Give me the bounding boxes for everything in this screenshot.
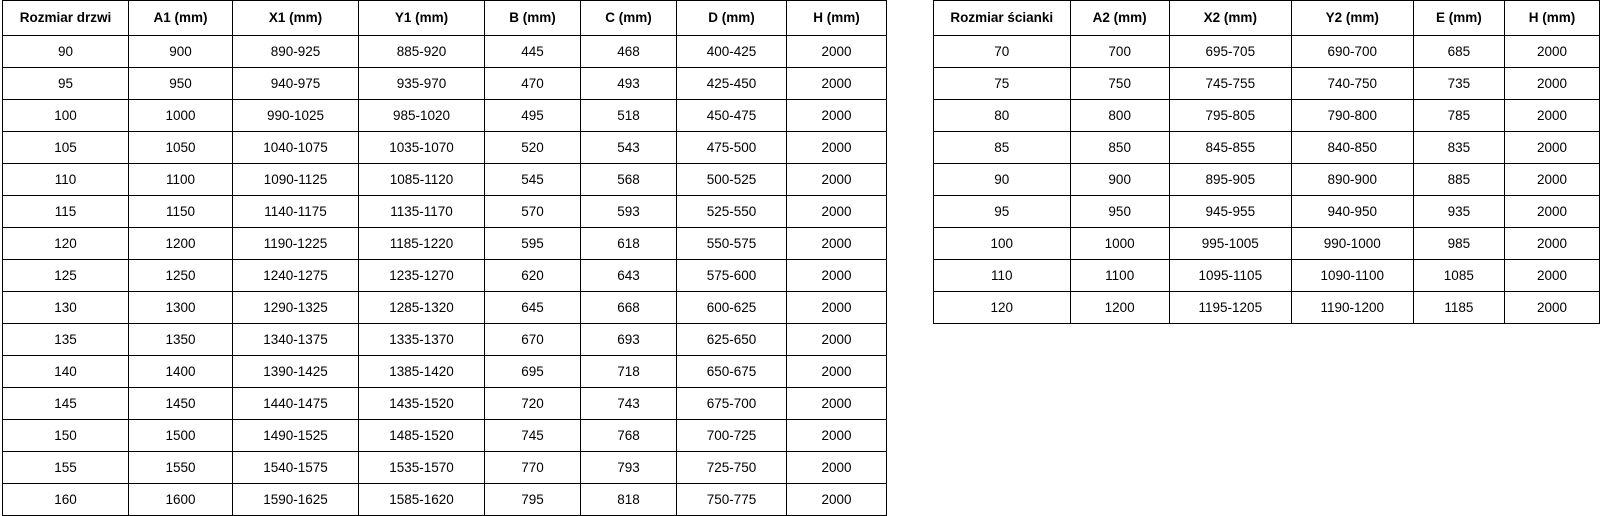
- doors-cell: 1500: [129, 420, 233, 452]
- doors-cell: 595: [485, 228, 581, 260]
- walls-cell: 1100: [1070, 260, 1169, 292]
- doors-column-header: A1 (mm): [129, 1, 233, 36]
- doors-table-head: [3, 1, 887, 36]
- doors-cell: 718: [581, 356, 677, 388]
- table-row: [3, 164, 887, 196]
- doors-cell: 600-625: [677, 292, 787, 324]
- walls-cell: 985: [1413, 228, 1504, 260]
- table-row: [3, 100, 887, 132]
- doors-cell: 1135-1170: [359, 196, 485, 228]
- doors-cell: 1250: [129, 260, 233, 292]
- doors-cell: 2000: [787, 292, 887, 324]
- walls-cell: 2000: [1504, 292, 1599, 324]
- doors-cell: 725-750: [677, 452, 787, 484]
- walls-column-header: A2 (mm): [1070, 1, 1169, 36]
- table-row: [3, 260, 887, 292]
- doors-cell: 1035-1070: [359, 132, 485, 164]
- walls-cell: 700: [1070, 36, 1169, 68]
- doors-cell: 115: [3, 196, 129, 228]
- doors-column-header: D (mm): [677, 1, 787, 36]
- walls-cell: 1190-1200: [1291, 292, 1413, 324]
- doors-cell: 1235-1270: [359, 260, 485, 292]
- doors-cell: 1240-1275: [233, 260, 359, 292]
- walls-cell: 900: [1070, 164, 1169, 196]
- walls-cell: 935: [1413, 196, 1504, 228]
- walls-cell: 2000: [1504, 260, 1599, 292]
- doors-cell: 2000: [787, 164, 887, 196]
- walls-table-head: [934, 1, 1600, 36]
- doors-cell: 2000: [787, 452, 887, 484]
- doors-cell: 543: [581, 132, 677, 164]
- walls-cell: 2000: [1504, 36, 1599, 68]
- walls-cell: 795-805: [1169, 100, 1291, 132]
- doors-cell: 160: [3, 484, 129, 516]
- doors-cell: 1550: [129, 452, 233, 484]
- walls-cell: 895-905: [1169, 164, 1291, 196]
- doors-cell: 518: [581, 100, 677, 132]
- doors-cell: 2000: [787, 260, 887, 292]
- doors-cell: 2000: [787, 324, 887, 356]
- doors-cell: 793: [581, 452, 677, 484]
- walls-cell: 85: [934, 132, 1071, 164]
- doors-cell: 2000: [787, 228, 887, 260]
- doors-cell: 1040-1075: [233, 132, 359, 164]
- walls-cell: 1200: [1070, 292, 1169, 324]
- doors-cell: 885-920: [359, 36, 485, 68]
- doors-cell: 1490-1525: [233, 420, 359, 452]
- walls-cell: 735: [1413, 68, 1504, 100]
- walls-cell: 845-855: [1169, 132, 1291, 164]
- walls-cell: 95: [934, 196, 1071, 228]
- walls-cell: 940-950: [1291, 196, 1413, 228]
- doors-cell: 468: [581, 36, 677, 68]
- doors-cell: 743: [581, 388, 677, 420]
- doors-cell: 1090-1125: [233, 164, 359, 196]
- doors-cell: 2000: [787, 132, 887, 164]
- doors-cell: 618: [581, 228, 677, 260]
- walls-cell: 80: [934, 100, 1071, 132]
- doors-cell: 135: [3, 324, 129, 356]
- table-row: [934, 100, 1600, 132]
- doors-cell: 150: [3, 420, 129, 452]
- doors-cell: 745: [485, 420, 581, 452]
- walls-cell: 800: [1070, 100, 1169, 132]
- doors-cell: 645: [485, 292, 581, 324]
- doors-cell: 450-475: [677, 100, 787, 132]
- table-row: [934, 260, 1600, 292]
- walls-column-header: Rozmiar ścianki: [934, 1, 1071, 36]
- table-row: [934, 196, 1600, 228]
- walls-cell: 1185: [1413, 292, 1504, 324]
- walls-column-header: Y2 (mm): [1291, 1, 1413, 36]
- table-row: [934, 36, 1600, 68]
- doors-column-header: Y1 (mm): [359, 1, 485, 36]
- doors-cell: 2000: [787, 100, 887, 132]
- walls-cell: 120: [934, 292, 1071, 324]
- table-row: [3, 324, 887, 356]
- doors-cell: 625-650: [677, 324, 787, 356]
- doors-cell: 675-700: [677, 388, 787, 420]
- doors-cell: 500-525: [677, 164, 787, 196]
- doors-cell: 643: [581, 260, 677, 292]
- doors-cell: 2000: [787, 420, 887, 452]
- doors-cell: 890-925: [233, 36, 359, 68]
- doors-cell: 935-970: [359, 68, 485, 100]
- table-row: [3, 292, 887, 324]
- walls-table-container: [933, 0, 1600, 324]
- doors-cell: 1085-1120: [359, 164, 485, 196]
- doors-cell: 105: [3, 132, 129, 164]
- doors-cell: 568: [581, 164, 677, 196]
- doors-cell: 693: [581, 324, 677, 356]
- walls-cell: 2000: [1504, 100, 1599, 132]
- doors-cell: 120: [3, 228, 129, 260]
- walls-cell: 785: [1413, 100, 1504, 132]
- doors-cell: 1150: [129, 196, 233, 228]
- doors-cell: 750-775: [677, 484, 787, 516]
- doors-cell: 1050: [129, 132, 233, 164]
- walls-cell: 90: [934, 164, 1071, 196]
- walls-cell: 685: [1413, 36, 1504, 68]
- doors-cell: 650-675: [677, 356, 787, 388]
- table-header-row: [3, 1, 887, 36]
- doors-cell: 1100: [129, 164, 233, 196]
- doors-cell: 768: [581, 420, 677, 452]
- table-row: [3, 36, 887, 68]
- walls-cell: 2000: [1504, 228, 1599, 260]
- table-row: [934, 228, 1600, 260]
- table-row: [3, 228, 887, 260]
- walls-cell: 1000: [1070, 228, 1169, 260]
- walls-cell: 890-900: [1291, 164, 1413, 196]
- walls-dimensions-table: [933, 0, 1600, 324]
- table-row: [934, 164, 1600, 196]
- doors-cell: 985-1020: [359, 100, 485, 132]
- table-row: [3, 452, 887, 484]
- doors-column-header: Rozmiar drzwi: [3, 1, 129, 36]
- doors-cell: 1590-1625: [233, 484, 359, 516]
- walls-cell: 100: [934, 228, 1071, 260]
- walls-cell: 740-750: [1291, 68, 1413, 100]
- doors-cell: 770: [485, 452, 581, 484]
- doors-cell: 1300: [129, 292, 233, 324]
- doors-column-header: B (mm): [485, 1, 581, 36]
- walls-cell: 850: [1070, 132, 1169, 164]
- doors-cell: 90: [3, 36, 129, 68]
- walls-cell: 2000: [1504, 68, 1599, 100]
- doors-cell: 145: [3, 388, 129, 420]
- doors-cell: 1435-1520: [359, 388, 485, 420]
- doors-cell: 1200: [129, 228, 233, 260]
- doors-cell: 1485-1520: [359, 420, 485, 452]
- walls-cell: 840-850: [1291, 132, 1413, 164]
- doors-cell: 2000: [787, 68, 887, 100]
- doors-cell: 495: [485, 100, 581, 132]
- walls-cell: 950: [1070, 196, 1169, 228]
- table-row: [934, 68, 1600, 100]
- doors-cell: 550-575: [677, 228, 787, 260]
- walls-cell: 1085: [1413, 260, 1504, 292]
- doors-cell: 620: [485, 260, 581, 292]
- walls-cell: 2000: [1504, 164, 1599, 196]
- walls-cell: 945-955: [1169, 196, 1291, 228]
- doors-cell: 593: [581, 196, 677, 228]
- doors-cell: 125: [3, 260, 129, 292]
- doors-cell: 493: [581, 68, 677, 100]
- doors-column-header: H (mm): [787, 1, 887, 36]
- doors-cell: 1290-1325: [233, 292, 359, 324]
- doors-cell: 950: [129, 68, 233, 100]
- doors-cell: 1340-1375: [233, 324, 359, 356]
- table-row: [3, 484, 887, 516]
- walls-cell: 885: [1413, 164, 1504, 196]
- walls-column-header: E (mm): [1413, 1, 1504, 36]
- doors-cell: 1190-1225: [233, 228, 359, 260]
- table-row: [934, 132, 1600, 164]
- walls-cell: 1195-1205: [1169, 292, 1291, 324]
- walls-column-header: H (mm): [1504, 1, 1599, 36]
- doors-cell: 400-425: [677, 36, 787, 68]
- doors-cell: 1285-1320: [359, 292, 485, 324]
- doors-cell: 900: [129, 36, 233, 68]
- doors-cell: 445: [485, 36, 581, 68]
- doors-cell: 1535-1570: [359, 452, 485, 484]
- table-row: [3, 356, 887, 388]
- doors-cell: 1540-1575: [233, 452, 359, 484]
- doors-cell: 2000: [787, 388, 887, 420]
- doors-cell: 1140-1175: [233, 196, 359, 228]
- doors-cell: 1440-1475: [233, 388, 359, 420]
- doors-cell: 990-1025: [233, 100, 359, 132]
- doors-cell: 575-600: [677, 260, 787, 292]
- doors-cell: 795: [485, 484, 581, 516]
- doors-cell: 1400: [129, 356, 233, 388]
- doors-cell: 700-725: [677, 420, 787, 452]
- doors-column-header: C (mm): [581, 1, 677, 36]
- walls-cell: 695-705: [1169, 36, 1291, 68]
- doors-cell: 95: [3, 68, 129, 100]
- doors-cell: 475-500: [677, 132, 787, 164]
- walls-cell: 75: [934, 68, 1071, 100]
- walls-cell: 70: [934, 36, 1071, 68]
- doors-cell: 670: [485, 324, 581, 356]
- doors-cell: 470: [485, 68, 581, 100]
- walls-cell: 745-755: [1169, 68, 1291, 100]
- doors-cell: 130: [3, 292, 129, 324]
- walls-column-header: X2 (mm): [1169, 1, 1291, 36]
- doors-table-container: [2, 0, 887, 516]
- walls-cell: 1095-1105: [1169, 260, 1291, 292]
- doors-cell: 520: [485, 132, 581, 164]
- doors-cell: 1585-1620: [359, 484, 485, 516]
- doors-cell: 155: [3, 452, 129, 484]
- doors-cell: 2000: [787, 36, 887, 68]
- doors-cell: 720: [485, 388, 581, 420]
- doors-cell: 818: [581, 484, 677, 516]
- doors-cell: 110: [3, 164, 129, 196]
- walls-cell: 995-1005: [1169, 228, 1291, 260]
- table-row: [3, 68, 887, 100]
- doors-cell: 1350: [129, 324, 233, 356]
- walls-cell: 990-1000: [1291, 228, 1413, 260]
- walls-cell: 1090-1100: [1291, 260, 1413, 292]
- walls-cell: 2000: [1504, 132, 1599, 164]
- walls-cell: 790-800: [1291, 100, 1413, 132]
- doors-cell: 695: [485, 356, 581, 388]
- doors-cell: 940-975: [233, 68, 359, 100]
- doors-dimensions-table: [2, 0, 887, 516]
- walls-cell: 2000: [1504, 196, 1599, 228]
- doors-cell: 1450: [129, 388, 233, 420]
- walls-cell: 835: [1413, 132, 1504, 164]
- doors-cell: 525-550: [677, 196, 787, 228]
- doors-column-header: X1 (mm): [233, 1, 359, 36]
- doors-cell: 1390-1425: [233, 356, 359, 388]
- doors-cell: 1385-1420: [359, 356, 485, 388]
- table-header-row: [934, 1, 1600, 36]
- doors-cell: 2000: [787, 356, 887, 388]
- table-row: [934, 292, 1600, 324]
- doors-cell: 570: [485, 196, 581, 228]
- doors-cell: 425-450: [677, 68, 787, 100]
- walls-cell: 110: [934, 260, 1071, 292]
- walls-cell: 690-700: [1291, 36, 1413, 68]
- doors-cell: 1000: [129, 100, 233, 132]
- doors-table-body: [3, 36, 887, 516]
- doors-cell: 140: [3, 356, 129, 388]
- doors-cell: 2000: [787, 196, 887, 228]
- table-row: [3, 132, 887, 164]
- doors-cell: 545: [485, 164, 581, 196]
- doors-cell: 2000: [787, 484, 887, 516]
- walls-cell: 750: [1070, 68, 1169, 100]
- doors-cell: 100: [3, 100, 129, 132]
- doors-cell: 1185-1220: [359, 228, 485, 260]
- table-row: [3, 388, 887, 420]
- walls-table-body: [934, 36, 1600, 324]
- doors-cell: 668: [581, 292, 677, 324]
- table-row: [3, 420, 887, 452]
- doors-cell: 1335-1370: [359, 324, 485, 356]
- table-row: [3, 196, 887, 228]
- doors-cell: 1600: [129, 484, 233, 516]
